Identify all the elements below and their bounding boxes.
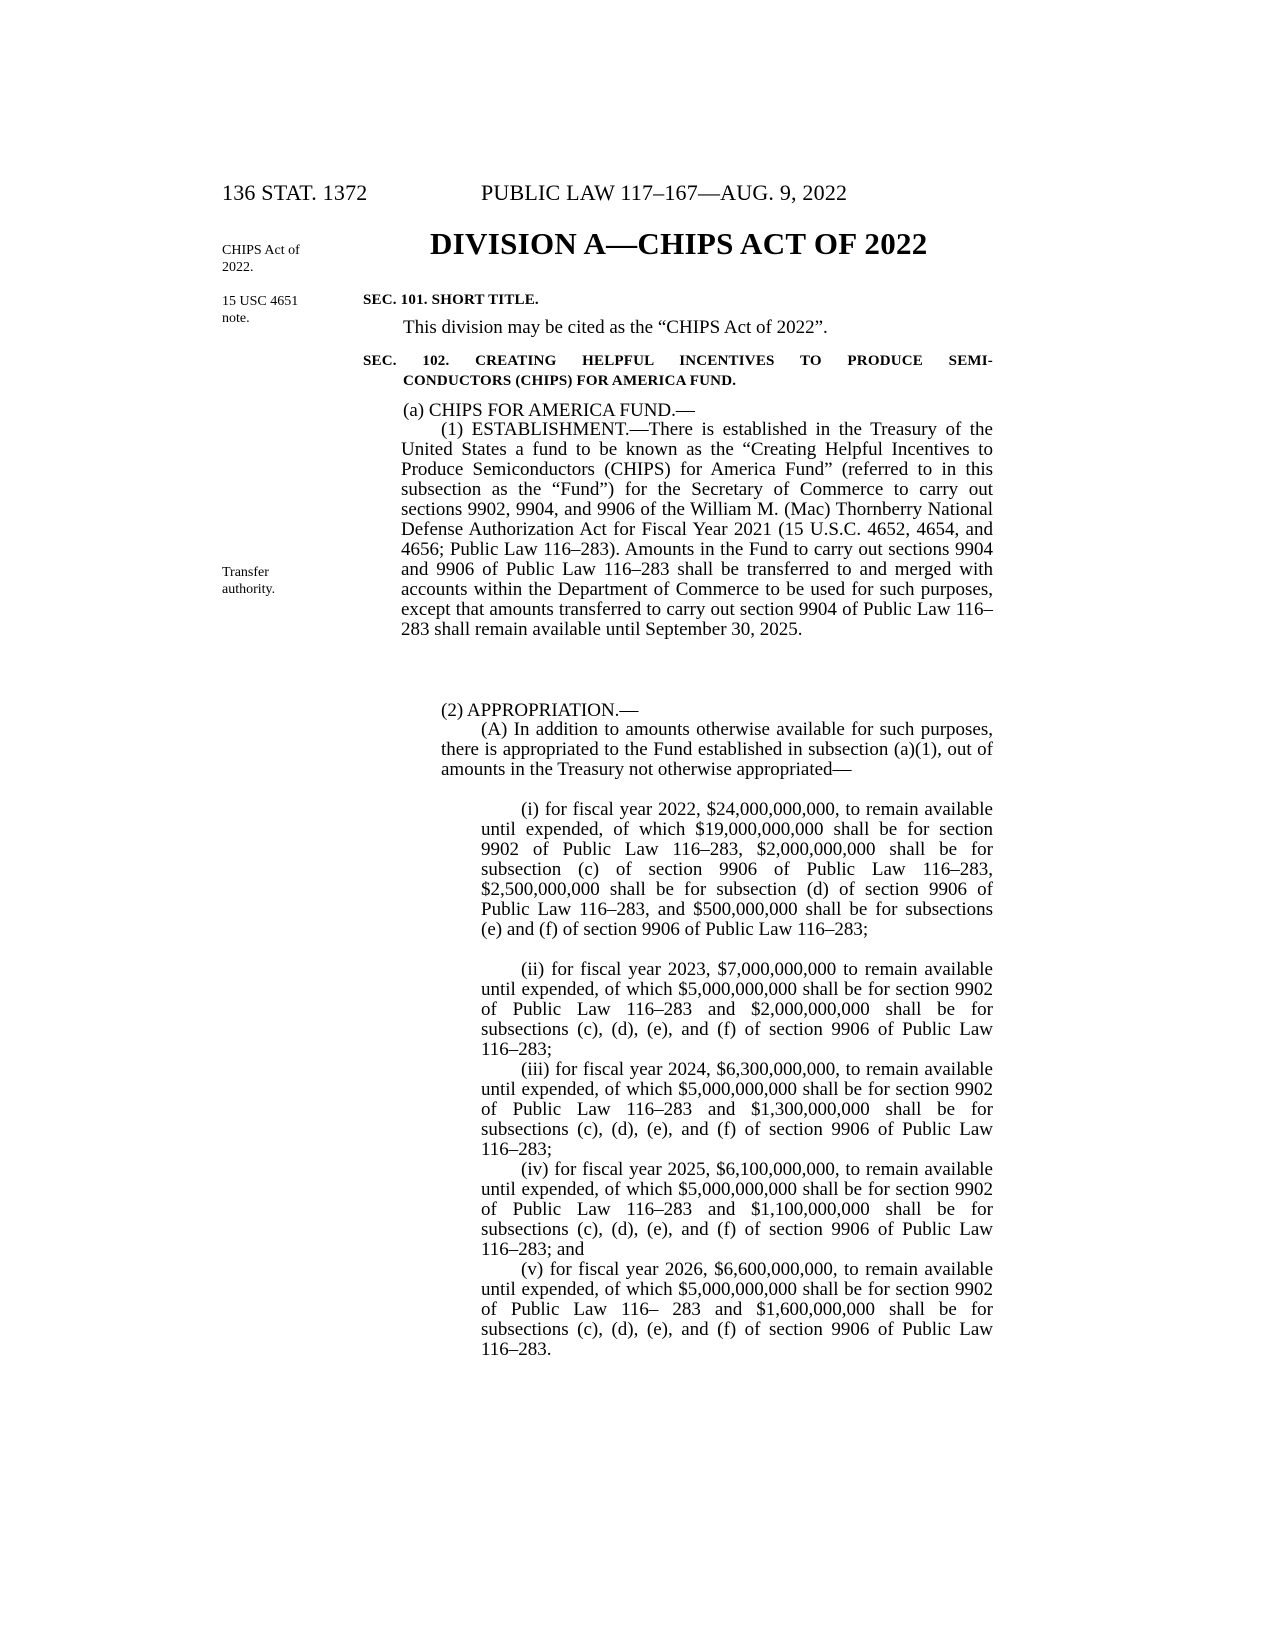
- sec-102-heading-line1: SEC. 102. CREATING HELPFUL INCENTIVES TO PRODUCE SEMI-: [363, 353, 993, 369]
- division-title: DIVISION A—CHIPS ACT OF 2022: [430, 226, 928, 261]
- public-law-header: PUBLIC LAW 117–167—AUG. 9, 2022: [481, 180, 848, 205]
- stat-page-reference: 136 STAT. 1372: [222, 180, 368, 205]
- paragraph-2-label: (2) APPROPRIATION.—: [441, 700, 639, 721]
- margin-note-chips-act: CHIPS Act of 2022.: [222, 243, 300, 275]
- sec-102-heading-line2: CONDUCTORS (CHIPS) FOR AMERICA FUND.: [403, 373, 737, 389]
- clause-v: (v) for fiscal year 2026, $6,600,000,000, to remain available until expended, of which $5,000,000,000 shall be for section 9902 of Public Law 116– 283 and $1,600,000,000 shall be for subsections (c), (d), (e), and (f) of section 9906 of Public Law 116–283.: [481, 1259, 993, 1360]
- margin-note-transfer-authority: Transfer authority.: [222, 565, 276, 597]
- sec-101-text: This division may be cited as the “CHIPS Act of 2022”.: [403, 317, 828, 338]
- clause-i: (i) for fiscal year 2022, $24,000,000,000, to remain available until expended, of which $19,000,000,000 shall be for section 9902 of Public Law 116–283, $2,000,000,000 shall be for subsection (c) of section 9906 of Public Law 116–283, $2,500,000,000 shall be for subsection (d) of section 9906 of Public Law 116–283, and $500,000,000 shall be for subsections (e) and (f) of section 9906 of Public Law 116–283;: [481, 799, 993, 940]
- subparagraph-a: (A) In addition to amounts otherwise available for such purposes, there is appropriated to the Fund established in subsection (a)(1), out of amounts in the Treasury not otherwise appropriated—: [441, 719, 993, 780]
- paragraph-1-establishment: (1) ESTABLISHMENT.—There is established in the Treasury of the United States a fund to be known as the “Creating Helpful Incentives to Produce Semiconductors (CHIPS) for America Fund” (referred to in this subsection as the “Fund”) for the Secretary of Commerce to carry out sections 9902, 9904, and 9906 of the William M. (Mac) Thornberry National Defense Authorization Act for Fiscal Year 2021 (15 U.S.C. 4652, 4654, and 4656; Public Law 116–283). Amounts in the Fund to carry out sections 9904 and 9906 of Public Law 116–283 shall be transferred to and merged with accounts within the Department of Commerce to be used for such purposes, except that amounts transferred to carry out section 9904 of Public Law 116–283 shall remain available until September 30, 2025.: [401, 419, 993, 640]
- subsection-a-label: (a) CHIPS FOR AMERICA FUND.—: [403, 400, 695, 421]
- clause-iii: (iii) for fiscal year 2024, $6,300,000,000, to remain available until expended, of which $5,000,000,000 shall be for section 9902 of Public Law 116–283 and $1,300,000,000 shall be for subsections (c), (d), (e), and (f) of section 9906 of Public Law 116–283;: [481, 1059, 993, 1160]
- clause-ii: (ii) for fiscal year 2023, $7,000,000,000 to remain available until expended, of which $5,000,000,000 shall be for section 9902 of Public Law 116–283 and $2,000,000,000 shall be for subsections (c), (d), (e), and (f) of section 9906 of Public Law 116–283;: [481, 959, 993, 1060]
- clause-iv: (iv) for fiscal year 2025, $6,100,000,000, to remain available until expended, of which $5,000,000,000 shall be for section 9902 of Public Law 116–283 and $1,100,000,000 shall be for subsections (c), (d), (e), and (f) of section 9906 of Public Law 116–283; and: [481, 1159, 993, 1260]
- sec-101-heading: SEC. 101. SHORT TITLE.: [363, 292, 539, 308]
- margin-note-usc: 15 USC 4651 note.: [222, 294, 299, 326]
